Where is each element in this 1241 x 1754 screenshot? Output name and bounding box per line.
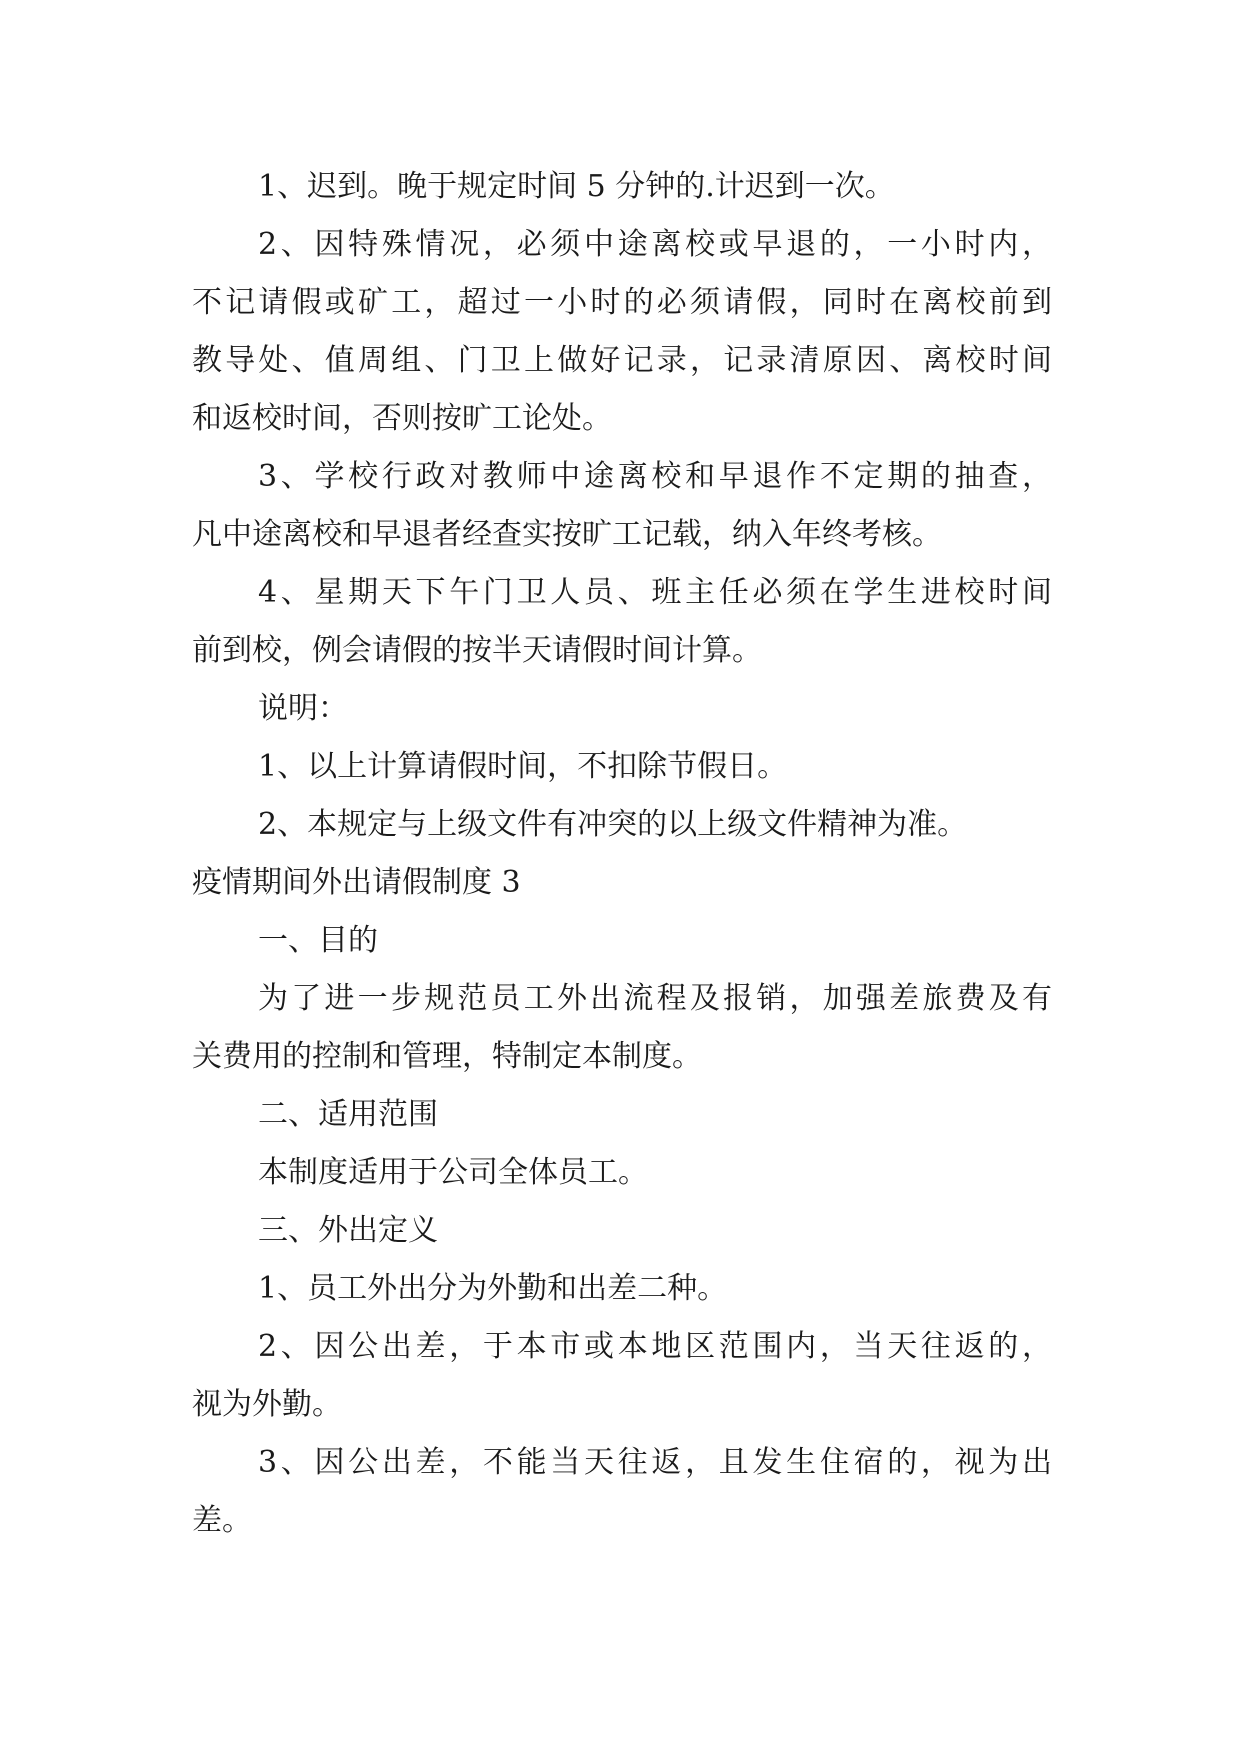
text-line: 2、因特殊情况，必须中途离校或早退的，一小时内， — [258, 227, 1052, 262]
section-heading: 疫情期间外出请假制度 3 — [192, 865, 521, 900]
text-line: 差。 — [192, 1503, 252, 1538]
text-line: 4、星期天下午门卫人员、班主任必须在学生进校时间 — [258, 575, 1052, 610]
text-line: 3、学校行政对教师中途离校和早退作不定期的抽查， — [258, 459, 1052, 494]
text-line: 2、因公出差，于本市或本地区范围内，当天往返的， — [258, 1329, 1052, 1364]
text-line: 关费用的控制和管理，特制定本制度。 — [192, 1039, 702, 1074]
text-line: 视为外勤。 — [192, 1387, 342, 1422]
text-line: 三、外出定义 — [258, 1213, 438, 1248]
text-line: 3、因公出差，不能当天往返，且发生住宿的，视为出 — [258, 1445, 1052, 1480]
text-line: 一、目的 — [258, 923, 378, 958]
text-line: 本制度适用于公司全体员工。 — [258, 1155, 648, 1190]
text-line: 1、以上计算请假时间，不扣除节假日。 — [258, 749, 788, 784]
text-line: 前到校，例会请假的按半天请假时间计算。 — [192, 633, 762, 668]
text-line: 二、适用范围 — [258, 1097, 438, 1132]
text-line: 为了进一步规范员工外出流程及报销，加强差旅费及有 — [258, 981, 1052, 1016]
text-line: 1、员工外出分为外勤和出差二种。 — [258, 1271, 728, 1306]
text-line: 教导处、值周组、门卫上做好记录，记录清原因、离校时间 — [192, 343, 1052, 378]
text-line: 2、本规定与上级文件有冲突的以上级文件精神为准。 — [258, 807, 968, 842]
text-line: 和返校时间，否则按旷工论处。 — [192, 401, 612, 436]
text-line: 凡中途离校和早退者经查实按旷工记载，纳入年终考核。 — [192, 517, 942, 552]
text-line: 说明： — [258, 691, 348, 726]
text-line: 1、迟到。晚于规定时间 5 分钟的.计迟到一次。 — [258, 169, 895, 204]
text-line: 不记请假或矿工，超过一小时的必须请假，同时在离校前到 — [192, 285, 1052, 320]
